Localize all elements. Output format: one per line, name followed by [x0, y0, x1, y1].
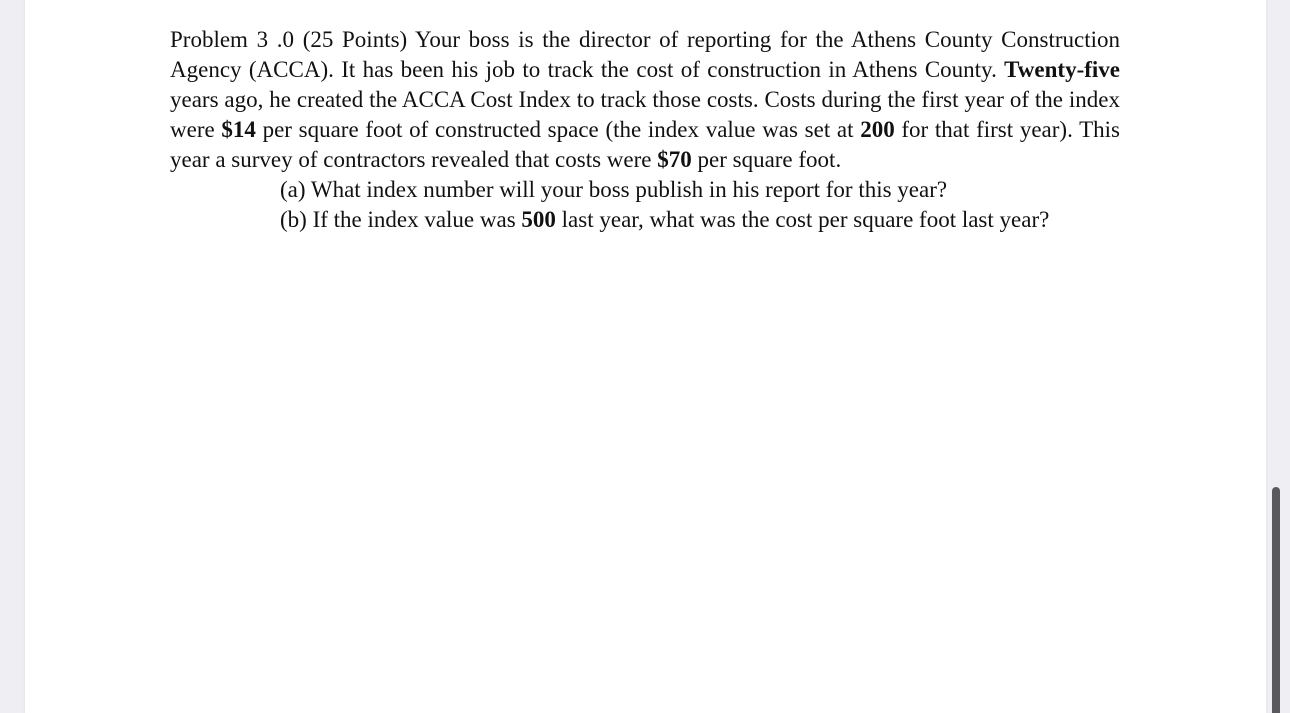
problem-text-2: years ago, he created the ACCA Cost Index to track those costs. Costs during the first year of the index were: [170, 87, 1120, 142]
scrollbar-thumb[interactable]: [1272, 487, 1280, 713]
question-b-text-1: (b) If the index value was: [280, 207, 522, 232]
problem-text-5: per square foot.: [691, 147, 842, 172]
problem-text-1: Problem 3 .0 (25 Points) Your boss is the director of reporting for the Athens County Construction Agency (ACCA). It has been his job to track the cost of construction in Athens County.: [170, 27, 1120, 82]
question-list: [170, 175, 1120, 235]
document-page: [25, 0, 1266, 713]
base-index-value: 200: [860, 117, 895, 142]
problem-text-4: for that first year). This year a survey of contractors revealed that costs were: [170, 117, 1120, 172]
question-b: [280, 205, 1120, 235]
first-year-cost: $14: [221, 117, 256, 142]
question-a: (a) What index number will your boss publish in his report for this year?: [280, 177, 948, 202]
years-value: Twenty-five: [1004, 57, 1120, 82]
problem-statement: [170, 25, 1120, 175]
question-b-text-2: last year, what was the cost per square foot last year?: [555, 207, 1050, 232]
page-content: [170, 25, 1120, 235]
last-year-index: 500: [521, 207, 556, 232]
current-cost: $70: [657, 147, 692, 172]
problem-text-3: per square foot of constructed space (the index value was set at: [255, 117, 861, 142]
